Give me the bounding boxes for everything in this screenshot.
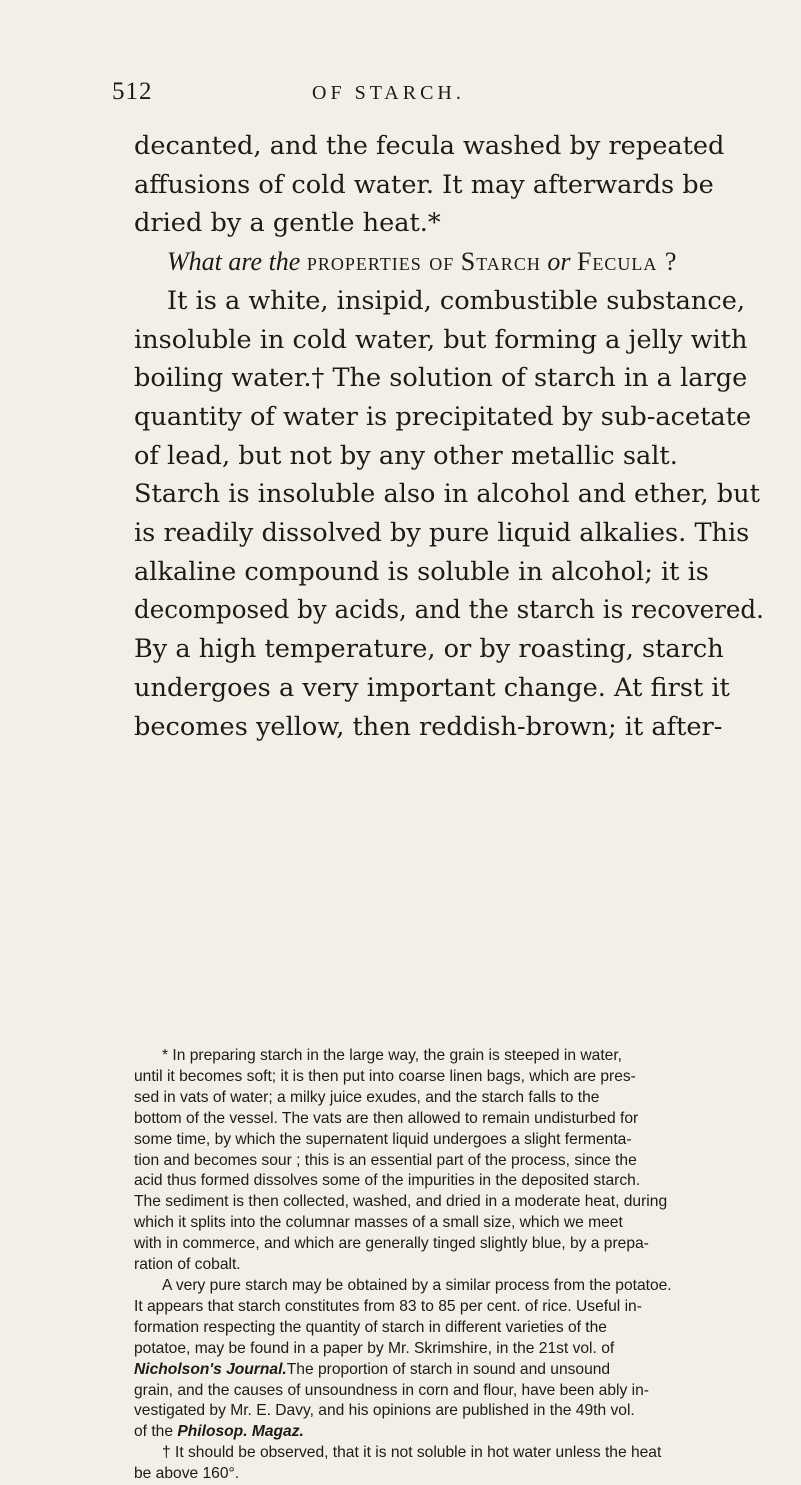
footnote-text: vestigated by Mr. E. Davy, and his opinions are published in the 49th vol. [134,1402,635,1420]
line-text: alkaline compound is soluble in alcohol; it is [134,556,709,587]
footnote-line [134,1422,764,1443]
footnote-line [134,1046,764,1067]
line-text: It is a white, insipid, combustible substance, [167,285,745,316]
footnote-line [134,1276,764,1297]
footnote-line [134,1339,764,1360]
question-starch: Starch [460,247,541,277]
text-line [134,282,764,321]
footnote-line [134,1360,764,1381]
footnote-text: potatoe, may be found in a paper by Mr. Skrimshire, in the 21st vol. of [134,1339,615,1357]
page-number: 512 [112,78,153,105]
text-line [134,437,764,476]
footnote-line [134,1401,764,1422]
line-text: decanted, and the fecula washed by repeated [134,131,725,161]
footnote-text: until it becomes soft; it is then put into coarse linen bags, which are pres- [134,1067,636,1085]
running-title: OF STARCH. [312,82,465,104]
line-text: is readily dissolved by pure liquid alkalies. This [134,518,750,549]
footnote-line [134,1443,764,1464]
text-line [134,166,764,205]
footnote-line [134,1297,764,1318]
footnote-line [134,1255,764,1276]
footnote-text: which it splits into the columnar masses of a small size, which we meet [134,1214,623,1232]
footnote-text: It appears that starch constitutes from 83 to 85 per cent. of rice. Useful in- [134,1297,642,1315]
footnote-line [134,1318,764,1339]
section-question [134,243,764,282]
footnote-text: bottom of the vessel. The vats are then allowed to remain undisturbed for [134,1109,639,1127]
line-text: insoluble in cold water, but forming a jelly with [134,324,748,355]
footnote-text: The proportion of starch in sound and unsound [286,1360,611,1378]
question-fecula: Fecula ? [576,247,678,277]
text-line [134,398,764,437]
footnote-line [134,1234,764,1255]
text-line [134,514,764,553]
footnote-line [134,1464,764,1485]
footnote-line [134,1088,764,1109]
text-line [134,708,764,747]
line-text: decomposed by acids, and the starch is recovered. [134,595,764,626]
line-text: quantity of water is precipitated by sub-acetate [134,401,752,432]
text-line [134,359,764,398]
text-line [134,591,764,630]
text-line [134,630,764,669]
footnote-line [134,1192,764,1213]
footnote-text: with in commerce, and which are generally tinged slightly blue, by a prepa- [134,1235,649,1253]
footnote-text: * In preparing starch in the large way, the grain is steeped in water, [162,1047,622,1064]
page-header [112,78,712,118]
text-line [134,321,764,360]
footnote-line [134,1151,764,1172]
footnote-line [134,1109,764,1130]
footnote-text: grain, and the causes of unsoundness in corn and flour, have been ably in- [134,1381,649,1399]
journal-title: Nicholson's Journal. [134,1360,287,1378]
footnote-line [134,1381,764,1402]
line-text: boiling water.† The solution of starch in a large [134,363,748,394]
footnotes [134,1046,764,1485]
journal-title: Philosop. Magaz. [177,1423,304,1441]
text-line [134,204,764,243]
line-text: Starch is insoluble also in alcohol and ether, but [134,479,760,510]
text-line [134,127,764,166]
footnote-line [134,1067,764,1088]
line-text: becomes yellow, then reddish-brown; it after- [134,711,723,742]
footnote-text: † It should be observed, that it is not soluble in hot water unless the heat [162,1444,662,1462]
footnote-line [134,1130,764,1151]
footnote-text: ration of cobalt. [134,1256,241,1274]
question-smallcaps: properties of [306,247,455,277]
footnote-text: tion and becomes sour ; this is an essential part of the process, since the [134,1151,637,1169]
text-line [134,553,764,592]
footnote-text: some time, by which the supernatent liquid undergoes a slight fermenta- [134,1130,632,1148]
footnote-text: be above 160°. [134,1465,240,1483]
footnote-line [134,1171,764,1192]
line-text: dried by a gentle heat.* [134,208,441,239]
footnote-line [134,1213,764,1234]
text-line [134,475,764,514]
footnote-text: A very pure starch may be obtained by a similar process from the potatoe. [162,1276,672,1294]
line-text: By a high temperature, or by roasting, starch [134,634,724,665]
main-text [134,127,764,746]
line-text: affusions of cold water. It may afterwards be [134,169,714,200]
question-or: or [547,247,571,277]
footnote-text: of the [134,1423,178,1441]
question-italic: What are the [167,247,301,277]
footnote-text: formation respecting the quantity of starch in different varieties of the [134,1318,607,1336]
line-text: undergoes a very important change. At first it [134,672,730,703]
text-line [134,669,764,708]
footnote-text: acid thus formed dissolves some of the impurities in the deposited starch. [134,1172,641,1190]
line-text: of lead, but not by any other metallic salt. [134,440,678,471]
footnote-text: sed in vats of water; a milky juice exudes, and the starch falls to the [134,1088,600,1106]
footnote-text: The sediment is then collected, washed, and dried in a moderate heat, during [134,1193,668,1211]
